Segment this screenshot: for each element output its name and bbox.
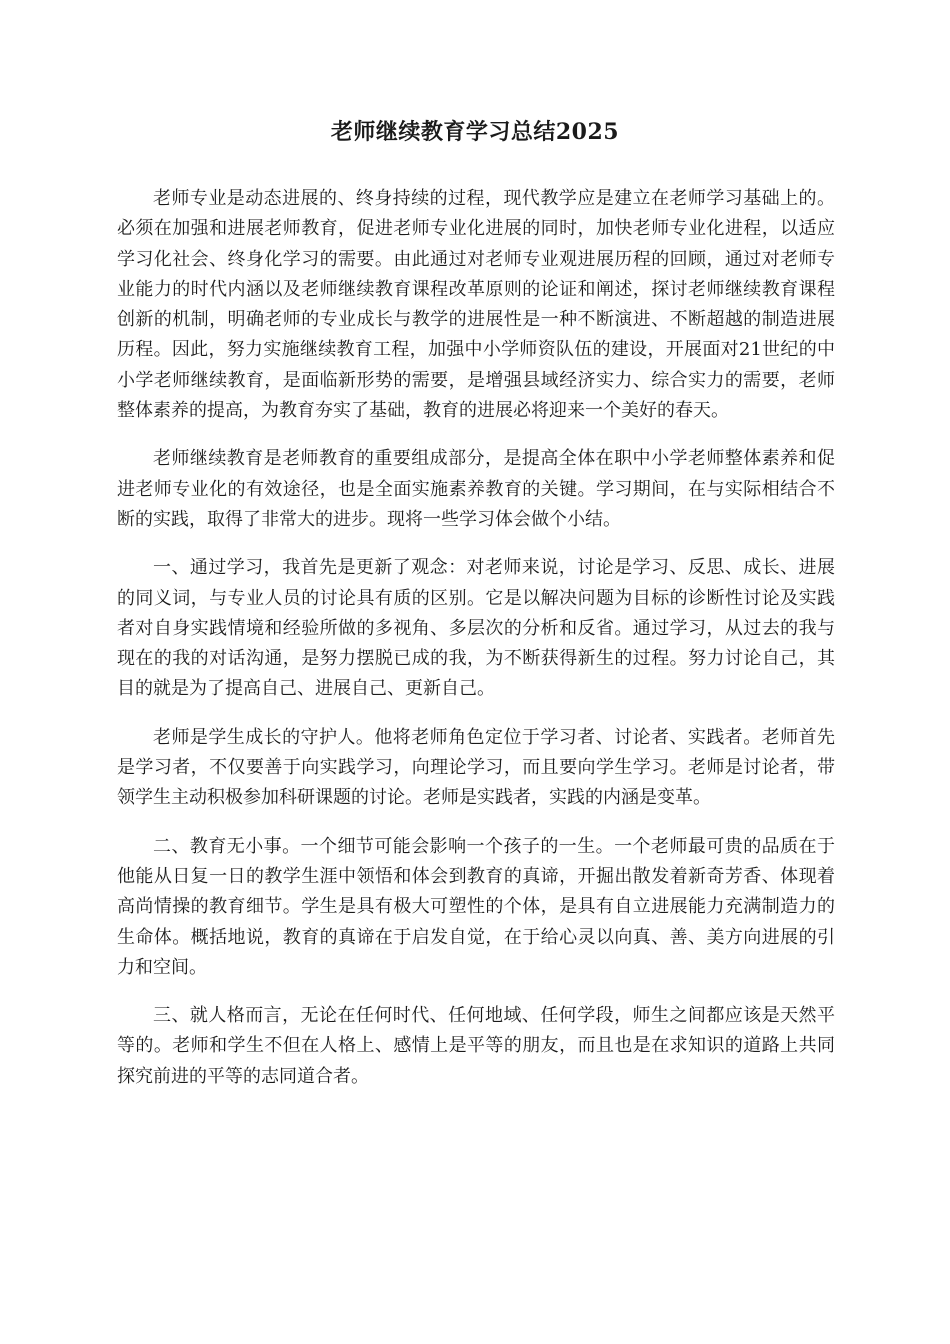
paragraph-3: 一、通过学习，我首先是更新了观念：对老师来说，讨论是学习、反思、成长、进展的同义词，与专业人员的讨论具有质的区别。它是以解决问题为目标的诊断性讨论及实践者对自身实践情境和经验所做的多视角、多层次的分析和反省。通过学习，从过去的我与现在的我的对话沟通，是努力摆脱已成的我，为不断获得新生的过程。努力讨论自己，其目的就是为了提高自己、进展自己、更新自己。	[117, 557, 835, 700]
document-body	[117, 184, 835, 1110]
document-title: 老师继续教育学习总结2025	[330, 119, 620, 145]
paragraph-4: 老师是学生成长的守护人。他将老师角色定位于学习者、讨论者、实践者。老师首先是学习者，不仅要善于向实践学习，向理论学习，而且要向学生学习。老师是讨论者，带领学生主动积极参加科研课题的讨论。老师是实践者，实践的内涵是变革。	[117, 726, 835, 809]
paragraph-2: 老师继续教育是老师教育的重要组成部分，是提高全体在职中小学老师整体素养和促进老师专业化的有效途径，也是全面实施素养教育的关键。学习期间，在与实际相结合不断的实践，取得了非常大的进步。现将一些学习体会做个小结。	[117, 448, 835, 530]
paragraph-6: 三、就人格而言，无论在任何时代、任何地域、任何学段，师生之间都应该是天然平等的。老师和学生不但在人格上、感情上是平等的朋友，而且也是在求知识的道路上共同探究前进的平等的志同道合者。	[117, 1005, 835, 1087]
paragraph-5: 二、教育无小事。一个细节可能会影响一个孩子的一生。一个老师最可贵的品质在于他能从日复一日的教学生涯中领悟和体会到教育的真谛，开掘出散发着新奇芳香、体现着高尚情操的教育细节。学生是具有极大可塑性的个体，是具有自立进展能力充满制造力的生命体。概括地说，教育的真谛在于启发自觉，在于给心灵以向真、善、美方向进展的引力和空间。	[117, 835, 835, 978]
paragraph-1: 老师专业是动态进展的、终身持续的过程，现代教学应是建立在老师学习基础上的。必须在加强和进展老师教育，促进老师专业化进展的同时，加快老师专业化进程，以适应学习化社会、终身化学习的需要。由此通过对老师专业观进展历程的回顾，通过对老师专业能力的时代内涵以及老师继续教育课程改革原则的论证和阐述，探讨老师继续教育课程创新的机制，明确老师的专业成长与教学的进展性是一种不断演进、不断超越的制造进展历程。因此，努力实施继续教育工程，加强中小学师资队伍的建设，开展面对21世纪的中小学老师继续教育，是面临新形势的需要，是增强县域经济实力、综合实力的需要，老师整体素养的提高，为教育夯实了基础，教育的进展必将迎来一个美好的春天。	[117, 188, 835, 422]
